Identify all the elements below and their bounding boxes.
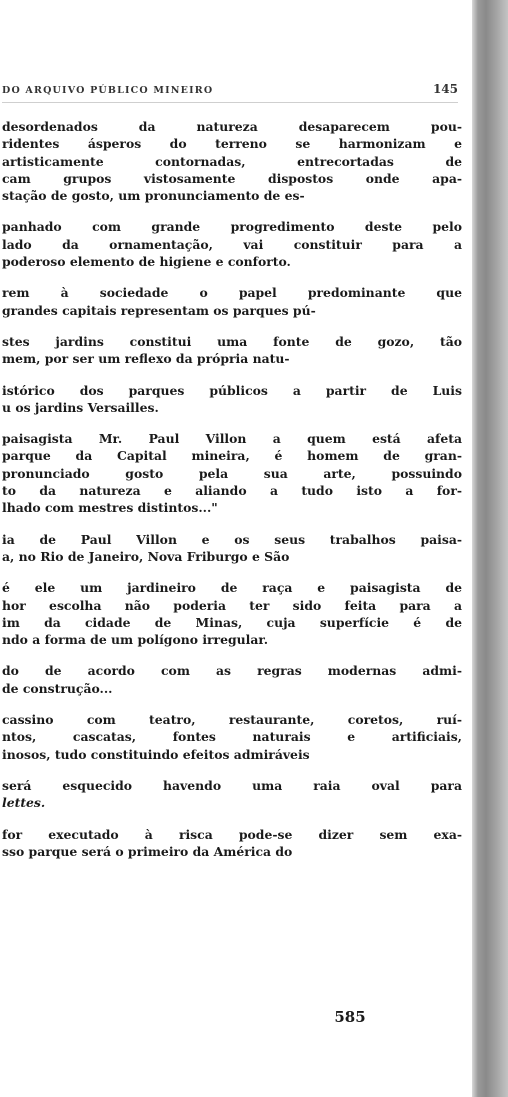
text-line: lettes. — [2, 795, 46, 811]
paragraph — [2, 531, 462, 566]
text-line: hor escolha não poderia ter sido feita para a — [2, 597, 462, 613]
text-line: panhado com grande progredimento deste pelo — [2, 219, 462, 235]
text-line: for executado à risca pode-se dizer sem exa- — [2, 826, 462, 842]
running-header — [2, 82, 458, 96]
text-line: mem, por ser um reflexo da própria natu- — [2, 351, 290, 367]
text-line: ia de Paul Villon e os seus trabalhos paisa- — [2, 531, 462, 547]
paragraph — [2, 826, 462, 861]
running-title: DO ARQUIVO PÚBLICO MINEIRO — [2, 85, 214, 96]
text-line: stes jardins constitui uma fonte de gozo, tão — [2, 333, 462, 349]
text-line: a, no Rio de Janeiro, Nova Friburgo e São — [2, 548, 290, 564]
text-line: de construção... — [2, 680, 113, 696]
text-line: inosos, tudo constituindo efeitos admiráveis — [2, 746, 310, 762]
text-line: é ele um jardineiro de raça e paisagista de — [2, 580, 462, 596]
text-line: lhado com mestres distintos..." — [2, 500, 218, 516]
text-line: do de acordo com as regras modernas admi- — [2, 663, 462, 679]
paragraph — [2, 218, 462, 270]
text-line: pronunciado gosto pela sua arte, possuindo — [2, 465, 462, 481]
text-line: im da cidade de Minas, cuja superfície é de — [2, 614, 462, 630]
paragraph — [2, 333, 462, 368]
paragraph — [2, 777, 462, 812]
text-line: lado da ornamentação, vai constituir para a — [2, 236, 462, 252]
text-line: artisticamente contornadas, entrecortadas de — [2, 153, 462, 169]
paragraph — [2, 662, 462, 697]
text-line: stação de gosto, um pronunciamento de es- — [2, 188, 305, 204]
text-line: parque da Capital mineira, é homem de gran- — [2, 448, 462, 464]
paragraph — [2, 579, 462, 648]
text-line: cam grupos vistosamente dispostos onde apa- — [2, 170, 462, 186]
header-rule — [2, 102, 458, 103]
text-line: poderoso elemento de higiene e conforto. — [2, 254, 291, 270]
text-body — [2, 118, 462, 874]
text-line: to da natureza e aliando a tudo isto a for- — [2, 483, 462, 499]
text-line: desordenados da natureza desaparecem pou- — [2, 119, 462, 134]
text-line: ridentes ásperos do terreno se harmonizam e — [2, 136, 462, 152]
paragraph — [2, 382, 462, 417]
paragraph — [2, 430, 462, 516]
text-line: sso parque será o primeiro da América do — [2, 843, 293, 859]
page-number: 145 — [432, 82, 458, 96]
page-folio: 585 — [334, 1008, 366, 1026]
text-line: istórico dos parques públicos a partir de Luis — [2, 382, 462, 398]
text-line: ndo a forma de um polígono irregular. — [2, 632, 269, 648]
text-line: paisagista Mr. Paul Villon a quem está afeta — [2, 431, 462, 447]
text-line: rem à sociedade o papel predominante que — [2, 285, 462, 301]
book-binding-shadow — [472, 0, 508, 1097]
text-line: será esquecido havendo uma raia oval para — [2, 777, 462, 793]
text-line: ntos, cascatas, fontes naturais e artificiais, — [2, 729, 462, 745]
paragraph — [2, 711, 462, 763]
paragraph — [2, 284, 462, 319]
paragraph — [2, 118, 462, 204]
text-line: cassino com teatro, restaurante, coretos, ruí- — [2, 712, 462, 728]
text-line: u os jardins Versailles. — [2, 399, 159, 415]
text-line: grandes capitais representam os parques pú- — [2, 302, 316, 318]
